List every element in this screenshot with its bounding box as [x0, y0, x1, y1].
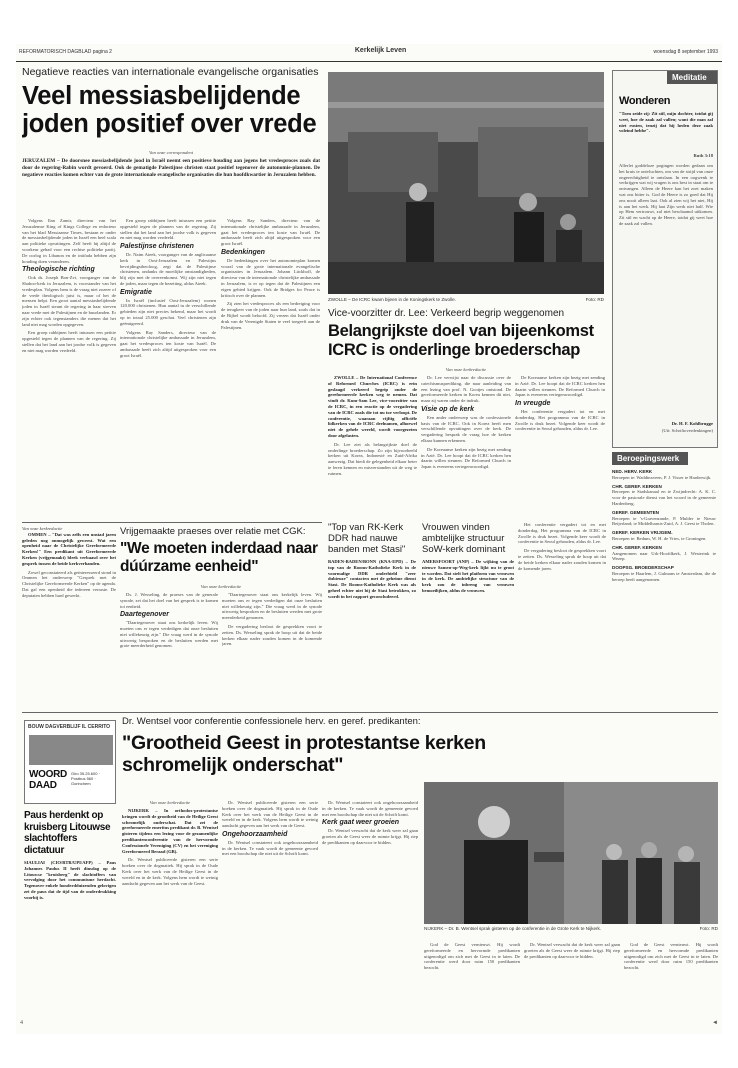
paragraph: Het conferentie vergadert tot en met donderdag. Het programma van de ICRC in Zwolle is druk bezet. Volgende keer wordt de conferentie in Seoul gehouden, aldus dr. Lee. [515, 408, 605, 432]
meditatie-title: Wonderen [619, 95, 671, 107]
beroepingswerk-tab: Beroepingswerk [612, 452, 688, 465]
advertisement [24, 720, 116, 804]
article7-col6 [624, 942, 718, 1016]
meditatie-reference: Ruth 3:18 [693, 153, 713, 158]
article7-headline: "Grootheid Geest in protestantse kerken schromelijk onderschat" [122, 732, 486, 776]
article5-continued [518, 522, 606, 708]
ad-image [29, 735, 113, 765]
article4 [328, 522, 416, 708]
beroep-text: Beroepen te: Bedum, W. H. de Vries, te Groningen. [612, 535, 707, 541]
subhead: Visie op de kerk [421, 405, 475, 413]
beroep-text: Beroepen te: Waddinxveen, P. J. Visser te Harderwijk. [612, 474, 712, 480]
meditatie-body: Allerlei goddeloze pogingen worden gedaan om het kruis te ontvluchten, om van de strijd van onze ongerechtigheid te ontslaan. In een oogwenk te verkrijgen wat wij vragen is ons best in staat om te ontvangen. Alleen de Heere kan het zoet maken wat ons bitter is. God de Heere is zo goed dat Hij ons nooit alleen laat. Ook al zien wij het niet, Hij is aan het werk. Hij laat Zijn werk niet half. Wie op Hem vertrouwt, zal niet beschaamd uitkomen. Zit stil en wacht op de Heere, totdat gij weet hoe de zaak zal vallen. [619, 163, 713, 226]
photo1-credit: Foto: RD [585, 297, 604, 302]
beroep-heading: NED. HERV. KERK [612, 469, 653, 474]
paragraph: Dr. Wentsel publiceerde gisteren een serie boeken over de dogmatiek. Hij sprak in de Oude Kerk over het werk van de Heilige Geest in de wereld en in de kerk. Volgens hem wordt te weinig aandacht gegeven aan het werk van de Geest. [222, 800, 318, 829]
paragraph: Dr. Naim Ateek, voorganger van de anglicaanse kerk in Oost-Jeruzalem en Palestijns bevrijdingstheoloog, zegt dat de Palestijnse christenen, ondanks de moeilijke omstandigheden, blij zijn met de overeenkomst. Wij zijn niet tegen de joden, maar tegen de bezetting, aldus Ateek. [120, 251, 216, 286]
article2-col1 [328, 375, 417, 513]
paragraph: Ook ds. Joseph Bon-Zvi, voorganger van de Shaboo-kerk in Jeruzalem, is voorstander van het vredesplan. Volgens hem is de vraag niet zozeer of de vrede theologisch juist is, maar of het de mensen helpt. Een groot aantal messiasbelijdende joden in Israël steunt de regering in haar streven naar vrede met de Palestijnen en de buurlanden. Er zijn echter ook tegenstanders die menen dat het land niet mag worden opgegeven. [22, 275, 116, 327]
subhead: Kerk gaat weer groeien [322, 819, 400, 827]
article3-headline: "We moeten inderdaad naar dúúrzame eenheid" [120, 540, 318, 575]
subhead: Daartegenover [120, 611, 170, 619]
article6 [24, 810, 116, 1016]
paragraph: Zowel geconstateerd als geïnteresseerd stond in Ommen het onderwerp "Gesprek met de Christelijke Gereformeerde Kerken" op de agenda. Dat gaf een openheid die iedereen verraste. De deputaten hebben hard gewerkt. [22, 569, 116, 598]
article1-headline: Veel messiasbelijdende joden positief over vrede [22, 82, 317, 138]
article7-col4 [424, 942, 520, 1016]
header-date: woensdag 8 september 1993 [653, 49, 718, 55]
beroepingswerk-section [612, 452, 718, 707]
subhead: Emigratie [120, 288, 152, 296]
paragraph: Dr. Lee verwijst naar de discussie over de catechismusprediking, die naar aanleiding van een lezing van prof. N. Gootjes ontstond. De gereformeerde kerken in Korea kennen dit niet, maar zij waren onder de indruk. [421, 375, 511, 404]
paragraph: "Daartegenover staat ons kerkelijk leven. Wij moeten ons er tegen verdedigen dat onze besluiten niet willekeurig zijn." Die vraag werd in de synode uitvoerig besproken en de besluiten werden met grote meerderheid genomen. [120, 620, 218, 649]
photo1-caption: ZWOLLE – De ICRC kwam bijeen in de Koningskerk te Zwolle. [328, 297, 456, 302]
article4-text: BADEN-BADEN/BONN (KNA-EPD) – De top van de Rooms-Katholieke Kerk in de voormalige DDR onderhield "zeer dubieuze" contacten met de geheime dienst Stasi. De Rooms-Katholieke Kerk was als geheel echter niet bij de Stasi betrokken, zo wordt in het rapport geconcludeerd. [328, 559, 416, 599]
beroep-text: Beroepen te 's-Gravenzande, P. Mulder te Nieuw Beijerland; te Middelharnis-Zuid, A. J. Geest te Tholen. [612, 515, 716, 527]
paragraph: Dr. Wentsel constateert ook ongehoorzaamheid in de kerken. Te vaak wordt de gemeente gevoed met een boodschap die niet uit de Schrift komt. [322, 800, 418, 817]
paragraph: Dr. Wentsel constateert ook ongehoorzaamheid in de kerken. Te vaak wordt de gemeente gevoed met een boodschap die niet uit de Schrift komt. [222, 839, 318, 857]
conference-photo [328, 72, 604, 294]
paragraph: Zij zien het vredesproces als een bedreiging voor de terugkeer van de joden naar hun land, zoals dat in de Bijbel wordt beloofd. Zij vrezen dat Israël onder druk van de Verenigde Staten te veel toegeeft aan de Palestijnen. [221, 301, 320, 330]
footer-right-mark: ◄ [712, 1020, 718, 1026]
article7-col1 [122, 808, 218, 1016]
paragraph: De Koreaanse kerken zijn bezig met zending in Azië. Dr. Lee hoopt dat de ICRC kerken hen daarin willen steunen. De Reformed Church in Japan is eveneens vertegenwoordigd. [515, 375, 605, 398]
wentsel-photo [424, 782, 718, 924]
beroep-heading: DOOPSG. BROEDERSCHAP [612, 565, 674, 571]
subhead: Bedenkingen [221, 248, 265, 256]
meditatie-signature: Dr. H. F. Kohlbrugge [671, 421, 713, 426]
beroep-heading: CHR. GEREF. KERKEN [612, 544, 662, 550]
article2-headline: Belangrijkste doel van bijeenkomst ICRC is onderlinge broederschap [328, 322, 594, 359]
paragraph: In Israël (inclusief Oost-Jeruzalem) wonen 120.000 christenen. Hun aantal in de verschillende gebieden zijn niet precies bekend, maar het wordt op in totaal 25.000 geschat. Veel christenen zijn geëmigreerd. [120, 297, 216, 326]
paragraph: "Daartegenover staat ons kerkelijk leven. Wij moeten ons er tegen verdedigen dat onze besluiten niet willekeurig zijn." Die vraag werd in de synode uitvoerig besproken en de besluiten werden met grote meerderheid genomen. [222, 592, 322, 621]
article3-col3 [222, 592, 322, 708]
article4-headline: "Top van RK-Kerk DDR had nauwe banden met Stasi" [328, 522, 406, 555]
divider [22, 522, 322, 523]
article2-kicker: Vice-voorzitter dr. Lee: Verkeerd begrip weggenomen [328, 308, 565, 319]
article1-kicker: Negatieve reacties van internationale evangelische organisaties [22, 66, 319, 78]
article3-col1 [22, 526, 116, 708]
page-footer [16, 1020, 722, 1030]
paragraph: Dr. Wentsel verwacht dat de kerk weer zal gaan groeien als de Geest weer de ruimte krijgt. Hij riep de predikanten op daarvoor te bidden. [524, 942, 620, 959]
article2-col2 [421, 375, 511, 513]
paragraph: ZWOLLE – De International Conference of Reformed Churches (ICRC) is erin geslaagd verkeerd begrip onder de gereformeerde kerken weg te nemen. Dat vindt dr. Kum-Sam Lee, vice-voorzitter van de ICRC, in een reactie op de vergadering van de ICRC zoals die tot nu toe verloopt. De conferentie, waaraan vijftig officiële lidkerken van de ICRC deelnamen, alhoewel niet de gehele wereld, wordt voorgezeten door afgelasten. [328, 375, 417, 438]
article2-byline: Van onze kerkredactie [445, 367, 487, 372]
article1-byline: Van onze correspondent [149, 150, 193, 155]
subhead: Theologische richting [22, 266, 95, 274]
article3-byline: Van onze kerkredactie [200, 584, 242, 589]
paragraph: Dr. Wentsel verwacht dat de kerk weer zal gaan groeien als de Geest weer de ruimte krijgt. Hij riep de predikanten op daarvoor te bidden. [322, 828, 418, 845]
paragraph: De Koreaanse kerken zijn bezig met zending in Azië. Dr. Lee hoopt dat de ICRC kerken hen daarin willen steunen. De Reformed Church in Japan is eveneens vertegenwoordigd. [421, 446, 511, 470]
footer-left-mark: 4 [20, 1020, 23, 1026]
ad-logo: WOORD DAAD [29, 769, 67, 791]
photo2-caption: NIJKERK – Dr. B. Wentsel sprak gisteren op de conferentie in de Grote Kerk te Nijkerk. [424, 926, 602, 931]
article1-col1 [22, 218, 116, 516]
paragraph: Een ander onderwerp was de confessionele basis van de ICRC. Ook in Korea heeft men verschillende opvattingen over de kerk. De vergadering besprak de vraag hoe de kerken elkaar kunnen erkennen. [421, 414, 511, 443]
beroep-heading: GEREF. GEMEENTEN [612, 509, 659, 515]
section-title: Kerkelijk Leven [354, 47, 407, 54]
article5 [422, 522, 514, 708]
subhead: In vreugde [515, 400, 551, 408]
beroep-text: Aangenomen naar Urk-Hoofdkerk, J. Westerink te Wezep. [612, 550, 716, 562]
article2-col3 [515, 375, 605, 513]
paragraph: Het conferentie vergadert tot en met donderdag. Het programma van de ICRC in Zwolle is druk bezet. Volgende keer wordt de conferentie in Seoul gehouden, aldus dr. Lee. [518, 522, 606, 545]
beroep-heading: GEREF. KERKEN VRIJGEM. [612, 530, 673, 536]
paragraph: Ds. J. Wesseling, de praeses van de generale synode, zei dat het doel van het gesprek is te komen tot eenheid. [120, 592, 218, 609]
beroep-text: Beroepen te Haarlem, J. Gulmans te Amsterdam, die de beroep heeft aangenomen. [612, 570, 716, 582]
article1-col3 [221, 218, 320, 516]
paragraph: De vergadering besloot de gesprekken voort te zetten. Ds. Wesseling sprak de hoop uit dat de beide kerken elkaar nader zouden komen in de komende jaren. [518, 548, 606, 571]
paragraph: De vergadering besloot de gesprekken voort te zetten. Ds. Wesseling sprak de hoop uit dat de beide kerken elkaar nader zouden komen in de komende jaren. [222, 623, 322, 647]
article5-text: AMERSFOORT (ANP) – De wijking van de nieuwe Samen-op-Weg-kerk lijkt nu te groot te worden. Dat stelt het platform van vrouwen in de kerk. De ambtelijke structuur van de kerk zou de inbreng van vrouwen bemoeilijken, aldus de vrouwen. [422, 559, 514, 593]
article6-headline: Paus herdenkt op kruisberg Litouwse slachtoffers dictatuur [24, 810, 111, 856]
paragraph: Volgens Ray Sanders, directeur van de internationale christelijke ambassade in Jeruzalem, gaat het vredesproces ten koste van Israël. De ambassade heeft zich altijd uitgesproken voor een groot Israël. [120, 329, 216, 358]
paragraph: Volgens Ray Sanders, directeur van de internationale christelijke ambassade in Jeruzalem, gaat het vredesproces ten koste van Israël. De ambassade heeft zich altijd uitgesproken voor een groot Israël. [221, 218, 320, 247]
beroep-list [612, 469, 716, 583]
paragraph: Volgens Ilan Zamir, directeur van het Jeruzalemse King of Kings College en redacteur van het blad Messiaanse Times, bestaan er onder de messiasbelijdende joden in Israël een heel scala aan politieke opvattingen. Zelf heeft hij altijd de voorkeur gehad voor een rechtse politieke partij. De oorlog in Libanon en de intifada hebben zijn houding doen veranderen. [22, 218, 116, 264]
article5-headline: Vrouwen vinden ambtelijke structuur SoW-kerk dominant [422, 522, 506, 555]
article3-col2 [120, 592, 218, 708]
article7-col2 [222, 800, 318, 1016]
article3-byline-left: Van onze kerkredactie [22, 526, 63, 531]
article7-byline: Van onze kerkredactie [149, 800, 191, 805]
paragraph: Dr. Lee ziet als belangrijkste doel de onderlinge broederschap. Zo zijn bijvoorbeeld kerken uit Korea, Indonesië en Zuid-Afrika aanwezig. Dat biedt de gelegenheid elkaar beter te leren kennen en misverstanden uit de weg te ruimen. [328, 441, 417, 476]
divider [22, 712, 718, 713]
paragraph: God de Geest vernieuwt. Hij wordt gereformeerde en hervormde predikanten uitgenodigd om zich met de Geest in te laten. De conferentie werd door ruim 150 predikanten bezocht. [424, 942, 520, 971]
beroep-text: Beroepen te Stadskanaal en te Zwijndrecht: A. K. C. voor de pastorale dienst van het woord in de gemeente Hardenberg. [612, 489, 716, 506]
wentsel-photo-image [424, 782, 718, 924]
paragraph: NIJKERK – In orthodox-protestantse kringen wordt de grootheid van de Heilige Geest schromelijk onderschat. Dat zei de gereformeerde emeritus predikant dr. B. Wentsel gisteren tijdens een lezing voor de gezamenlijke predikantenconferentie van de hervormde Confessionele Vereniging (CV) en het vereniging Gereformeerd Beraad (GB). [122, 808, 218, 854]
ad-title: BOUW DAGVERBLIJF IL CERRITO [28, 724, 111, 730]
paragraph: Een groep rabbijnen heeft intussen een petitie opgesteld tegen de plannen van de regering. Zij stellen dat het land aan het joodse volk is gegeven en niet mag worden verdeeld. [120, 218, 216, 241]
paragraph: OMMEN – "Dat was zelfs een unstad jaren geleden nog onmogelijk geweest. Wat een openheid naar de Christelijke Gereformeerde Kerken!" Een predikant uit Gereformeerde Kerken (vrijgemaakt) bleek verbaasd over het gesprek tussen de beide kerkverbanden. [22, 531, 116, 566]
article7-col3 [322, 800, 418, 1016]
ad-address: Giro 35.25.600 · Postbus 560 · Gorinchem [71, 771, 100, 786]
paragraph: God de Geest vernieuwt. Hij wordt gereformeerde en hervormde predikanten uitgenodigd om zich met de Geest in te laten. De conferentie werd door ruim 150 predikanten bezocht. [624, 942, 718, 971]
conference-photo-image [328, 72, 604, 294]
article1-lead: JERUZALEM – De doorsnee messiasbelijdende jood in Israël neemt een positieve houding aan jegens het vredesproces zoals dat door de regering-Rabin wordt gevoerd. Ook de gematigde Palestijnse christen staat positief tegenover de autonomie-plannen. De negatieve reacties komen echter van de grote internationale evangelische organisaties die hun hoofdkwartier in Jeruzalem hebben. [22, 158, 320, 178]
article1-col2 [120, 218, 216, 516]
meditatie-box [612, 70, 718, 448]
photo2-credit: Foto: RD [699, 926, 718, 931]
article7-col5 [524, 942, 620, 1016]
meditatie-tab: Meditatie [667, 71, 717, 84]
header-left: REFORMATORISCH DAGBLAD pagina 2 [19, 49, 112, 55]
paragraph: De bedenkingen over het autonomieplan komen vooral van de grote internationale evangelische organisaties in Jeruzalem. Johann Lückhoff, de directeur van de internationale christelijke ambassade in Jeruzalem, is er op tegen dat de Palestijnen een eigen gebied krijgen. Ook de Bridges for Peace is kritisch over de plannen. [221, 257, 320, 298]
meditatie-quote: "Toen zeide zij: Zit stil, mijn dochter, totdat gij weet, hoe de zaak zal vallen; want die man zal niet rusten, tenzij dat hij heden deze zaak voleind hebbe". [619, 111, 713, 134]
subhead: Ongehoorzaamheid [222, 830, 288, 838]
beroep-heading: CHR. GEREF. KERKEN [612, 483, 662, 489]
article6-text: SIAULIAI (CIO/RTR/UPI/AFP) – Paus Johannes Paulus II heeft dinsdag op de Litouwse "kruisberg" de slachtoffers van vervolging door het communisme herdacht. Tegenover enkele honderdduizenden gelovigen zei de paus dat de tijd van de onderdrukking voorbij is. [24, 860, 116, 900]
page-header [16, 44, 722, 62]
subhead: Palestijnse christenen [120, 243, 194, 251]
paragraph: Een groep rabbijnen heeft intussen een petitie opgesteld tegen de plannen van de regering. Zij stellen dat het land aan het joodse volk is gegeven en niet mag worden verdeeld. [22, 330, 116, 353]
paragraph: Dr. Wentsel publiceerde gisteren een serie boeken over de dogmatiek. Hij sprak in de Oude Kerk over het werk van de Heilige Geest in de wereld en in de kerk. Volgens hem wordt te weinig aandacht gegeven aan het werk van de Geest. [122, 857, 218, 886]
article3-kicker: Vrijgemaakte praeses over relatie met CGK: [120, 526, 306, 537]
meditatie-source: (Uit: Schriftoverdenkingen) [661, 428, 713, 433]
article7-kicker: Dr. Wentsel voor conferentie confessionele herv. en geref. predikanten: [122, 716, 421, 727]
